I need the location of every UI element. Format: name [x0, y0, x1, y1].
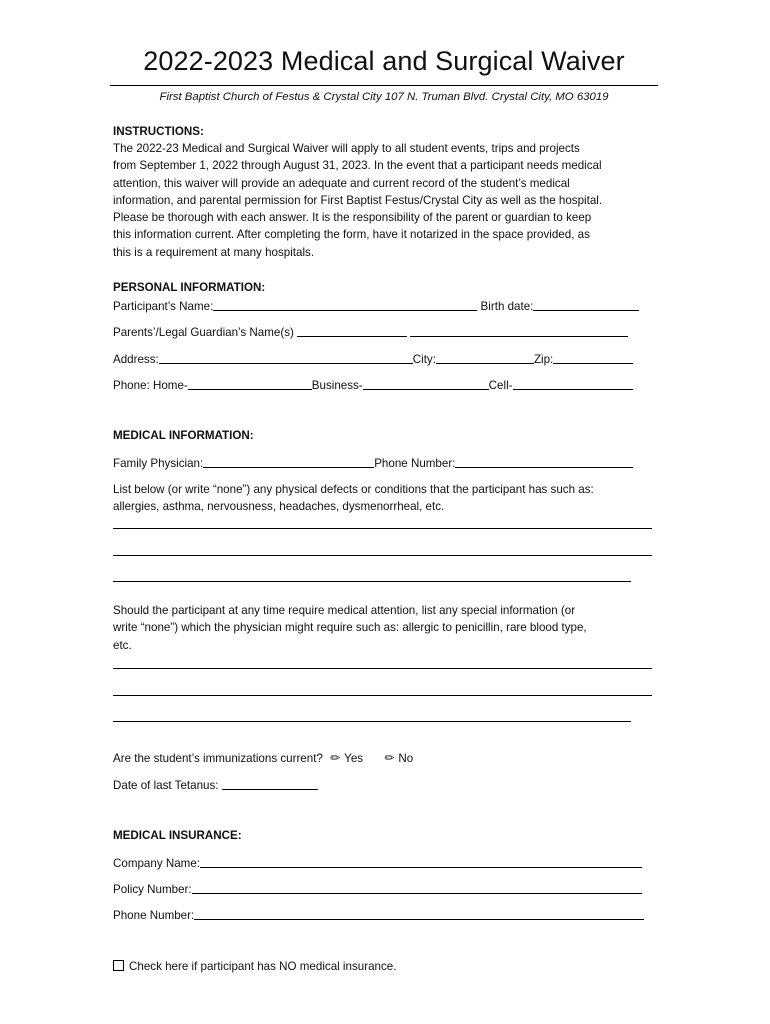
policy-number-field[interactable]: [192, 881, 642, 894]
guardian-name-row: [113, 324, 628, 339]
participant-name-label: Participant’s Name:: [113, 300, 214, 313]
family-physician-field[interactable]: [203, 455, 374, 468]
instructions-heading: INSTRUCTIONS:: [113, 125, 204, 138]
title-underline: [110, 85, 658, 86]
personal-info-heading: PERSONAL INFORMATION:: [113, 281, 266, 294]
instructions-line: information, and parental permission for First Baptist Festus/Crystal City as well as the hospital.: [113, 193, 603, 207]
address-field[interactable]: [159, 351, 413, 364]
physician-phone-label: Phone Number:: [374, 457, 456, 470]
physician-row: [113, 455, 633, 470]
page-title: 2022-2023 Medical and Surgical Waiver: [143, 46, 625, 76]
phone-row: [113, 377, 633, 392]
cell-phone-field[interactable]: [513, 377, 633, 390]
special-info-prompt-line: Should the participant at any time require medical attention, list any special information (or: [113, 604, 576, 617]
address-label: Address:: [113, 353, 159, 366]
no-insurance-checkbox[interactable]: [113, 960, 124, 971]
immunizations-yes-label: Yes: [344, 752, 364, 765]
physician-phone-field[interactable]: [455, 455, 633, 468]
special-info-answer-line[interactable]: [113, 695, 652, 696]
instructions-line: from September 1, 2022 through August 31, 2023. In the event that a participant needs medical: [113, 159, 602, 173]
immunizations-row: [113, 751, 413, 765]
birth-date-field[interactable]: [533, 298, 639, 311]
address-row: [113, 351, 633, 366]
tetanus-label: Date of last Tetanus:: [113, 779, 219, 792]
conditions-prompt-line: allergies, asthma, nervousness, headaches, dysmenorrheal, etc.: [113, 500, 445, 514]
conditions-prompt: [113, 481, 658, 516]
participant-name-field[interactable]: [213, 298, 477, 311]
instructions-line: Please be thorough with each answer. It is the responsibility of the parent or guardian to keep: [113, 211, 592, 225]
policy-number-label: Policy Number:: [113, 883, 192, 896]
special-info-prompt-line: etc.: [113, 638, 132, 652]
tetanus-date-field[interactable]: [222, 777, 318, 790]
company-name-label: Company Name:: [113, 857, 200, 870]
birth-date-label: Birth date:: [480, 300, 534, 313]
business-phone-field[interactable]: [363, 377, 489, 390]
insurance-phone-row: [113, 907, 644, 922]
city-label: City:: [412, 353, 436, 366]
city-field[interactable]: [436, 351, 534, 364]
special-info-prompt-line: write “none”) which the physician might require such as: allergic to penicillin, rare blood type,: [113, 621, 587, 635]
family-physician-label: Family Physician:: [113, 457, 204, 470]
guardian-name-field-2[interactable]: [410, 324, 628, 337]
company-name-row: [113, 855, 642, 870]
special-info-prompt: [113, 602, 658, 654]
instructions-text: [113, 140, 658, 261]
insurance-phone-label: Phone Number:: [113, 909, 195, 922]
participant-name-row: [113, 298, 639, 313]
company-name-field[interactable]: [200, 855, 642, 868]
no-insurance-row: [113, 960, 396, 973]
tetanus-row: [113, 777, 318, 792]
instructions-line: The 2022-23 Medical and Surgical Waiver will apply to all student events, trips and projects: [113, 142, 580, 155]
zip-label: Zip:: [533, 353, 554, 366]
pencil-icon[interactable]: ✏: [384, 751, 395, 765]
insurance-heading: MEDICAL INSURANCE:: [113, 829, 242, 842]
immunizations-no-label: No: [398, 752, 414, 765]
special-info-answer-line[interactable]: [113, 721, 631, 722]
church-address-subtitle: First Baptist Church of Festus & Crystal City 107 N. Truman Blvd. Crystal City, MO 63019: [159, 91, 609, 103]
guardian-name-label: Parents’/Legal Guardian’s Name(s): [113, 326, 294, 339]
instructions-line: this information current. After completing the form, have it notarized in the space provided, as: [113, 228, 590, 242]
conditions-answer-line[interactable]: [113, 581, 631, 582]
special-info-answer-line[interactable]: [113, 668, 652, 669]
zip-field[interactable]: [553, 351, 633, 364]
conditions-prompt-line: List below (or write “none”) any physical defects or conditions that the participant has such as:: [113, 483, 594, 496]
instructions-line: this is a requirement at many hospitals.: [113, 245, 315, 259]
immunizations-question: Are the student’s immunizations current?: [113, 752, 323, 765]
conditions-answer-line[interactable]: [113, 555, 652, 556]
business-phone-label: Business-: [311, 379, 363, 392]
insurance-phone-field[interactable]: [194, 907, 644, 920]
policy-number-row: [113, 881, 642, 896]
pencil-icon[interactable]: ✏: [330, 751, 341, 765]
phone-home-field[interactable]: [188, 377, 312, 390]
cell-phone-label: Cell-: [488, 379, 513, 392]
conditions-answer-line[interactable]: [113, 528, 652, 529]
no-insurance-label: Check here if participant has NO medical insurance.: [129, 960, 397, 973]
guardian-name-field-1[interactable]: [297, 324, 407, 337]
phone-home-label: Phone: Home-: [113, 379, 188, 392]
instructions-line: attention, this waiver will provide an adequate and current record of the student’s medical: [113, 176, 570, 190]
medical-info-heading: MEDICAL INFORMATION:: [113, 429, 254, 442]
